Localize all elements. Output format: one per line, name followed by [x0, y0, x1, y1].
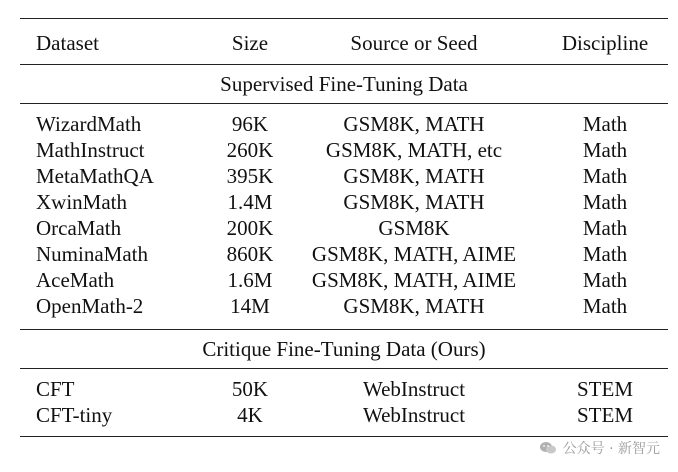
cell-dataset: AceMath	[36, 268, 115, 292]
section-title-sft: Supervised Fine-Tuning Data	[220, 72, 468, 96]
table-row	[20, 402, 668, 428]
table-row	[20, 267, 668, 293]
cell-size: 96K	[231, 112, 269, 136]
section-rule	[20, 103, 668, 104]
header-rule	[20, 64, 668, 65]
table-row	[20, 189, 668, 215]
table-header	[20, 30, 668, 56]
cell-size: 860K	[226, 242, 274, 266]
cell-size: 395K	[226, 164, 274, 188]
cell-dataset: MathInstruct	[36, 138, 145, 162]
cell-source: WebInstruct	[362, 377, 466, 401]
cell-discipline: Math	[582, 138, 628, 162]
top-rule	[20, 18, 668, 19]
cell-size: 14M	[230, 294, 270, 318]
cell-size: 200K	[226, 216, 274, 240]
section-rule	[20, 329, 668, 330]
table-row	[20, 241, 668, 267]
cell-source: GSM8K, MATH	[343, 190, 485, 214]
cell-discipline: Math	[582, 164, 628, 188]
cell-source: GSM8K	[378, 216, 450, 240]
table-row	[20, 376, 668, 402]
cell-dataset: WizardMath	[36, 112, 142, 136]
cell-discipline: STEM	[576, 377, 633, 401]
cell-source: GSM8K, MATH	[343, 294, 485, 318]
header-source: Source or Seed	[350, 31, 478, 55]
cell-source: GSM8K, MATH, etc	[325, 138, 503, 162]
cell-dataset: CFT	[36, 377, 75, 401]
watermark	[539, 438, 660, 458]
cell-source: GSM8K, MATH, AIME	[311, 242, 517, 266]
cell-size: 260K	[226, 138, 274, 162]
cell-discipline: Math	[582, 190, 628, 214]
section-title-cft: Critique Fine-Tuning Data (Ours)	[202, 337, 486, 361]
table-row	[20, 293, 668, 319]
cell-dataset: NuminaMath	[36, 242, 148, 266]
cell-source: GSM8K, MATH	[343, 164, 485, 188]
cell-discipline: STEM	[576, 403, 633, 427]
header-discipline: Discipline	[561, 31, 649, 55]
cell-discipline: Math	[582, 268, 628, 292]
cell-size: 4K	[237, 403, 263, 427]
cell-source: WebInstruct	[362, 403, 466, 427]
table-row	[20, 215, 668, 241]
cell-dataset: MetaMathQA	[36, 164, 154, 188]
cell-discipline: Math	[582, 242, 628, 266]
cell-size: 1.4M	[227, 190, 273, 214]
cell-discipline: Math	[582, 216, 628, 240]
section-rule	[20, 368, 668, 369]
wechat-icon	[539, 441, 557, 455]
cell-dataset: OrcaMath	[36, 216, 122, 240]
cell-dataset: XwinMath	[36, 190, 127, 214]
header-dataset: Dataset	[36, 31, 99, 55]
cell-source: GSM8K, MATH	[343, 112, 485, 136]
cell-size: 50K	[231, 377, 269, 401]
cell-dataset: OpenMath-2	[36, 294, 144, 318]
watermark-text: 公众号 · 新智元	[562, 441, 660, 457]
cell-discipline: Math	[582, 112, 628, 136]
cell-discipline: Math	[582, 294, 628, 318]
table-row	[20, 163, 668, 189]
cell-source: GSM8K, MATH, AIME	[311, 268, 517, 292]
bottom-rule	[20, 436, 668, 437]
header-size: Size	[231, 31, 269, 55]
table-row	[20, 111, 668, 137]
table-row	[20, 137, 668, 163]
cell-size: 1.6M	[227, 268, 273, 292]
cell-dataset: CFT-tiny	[36, 403, 113, 427]
